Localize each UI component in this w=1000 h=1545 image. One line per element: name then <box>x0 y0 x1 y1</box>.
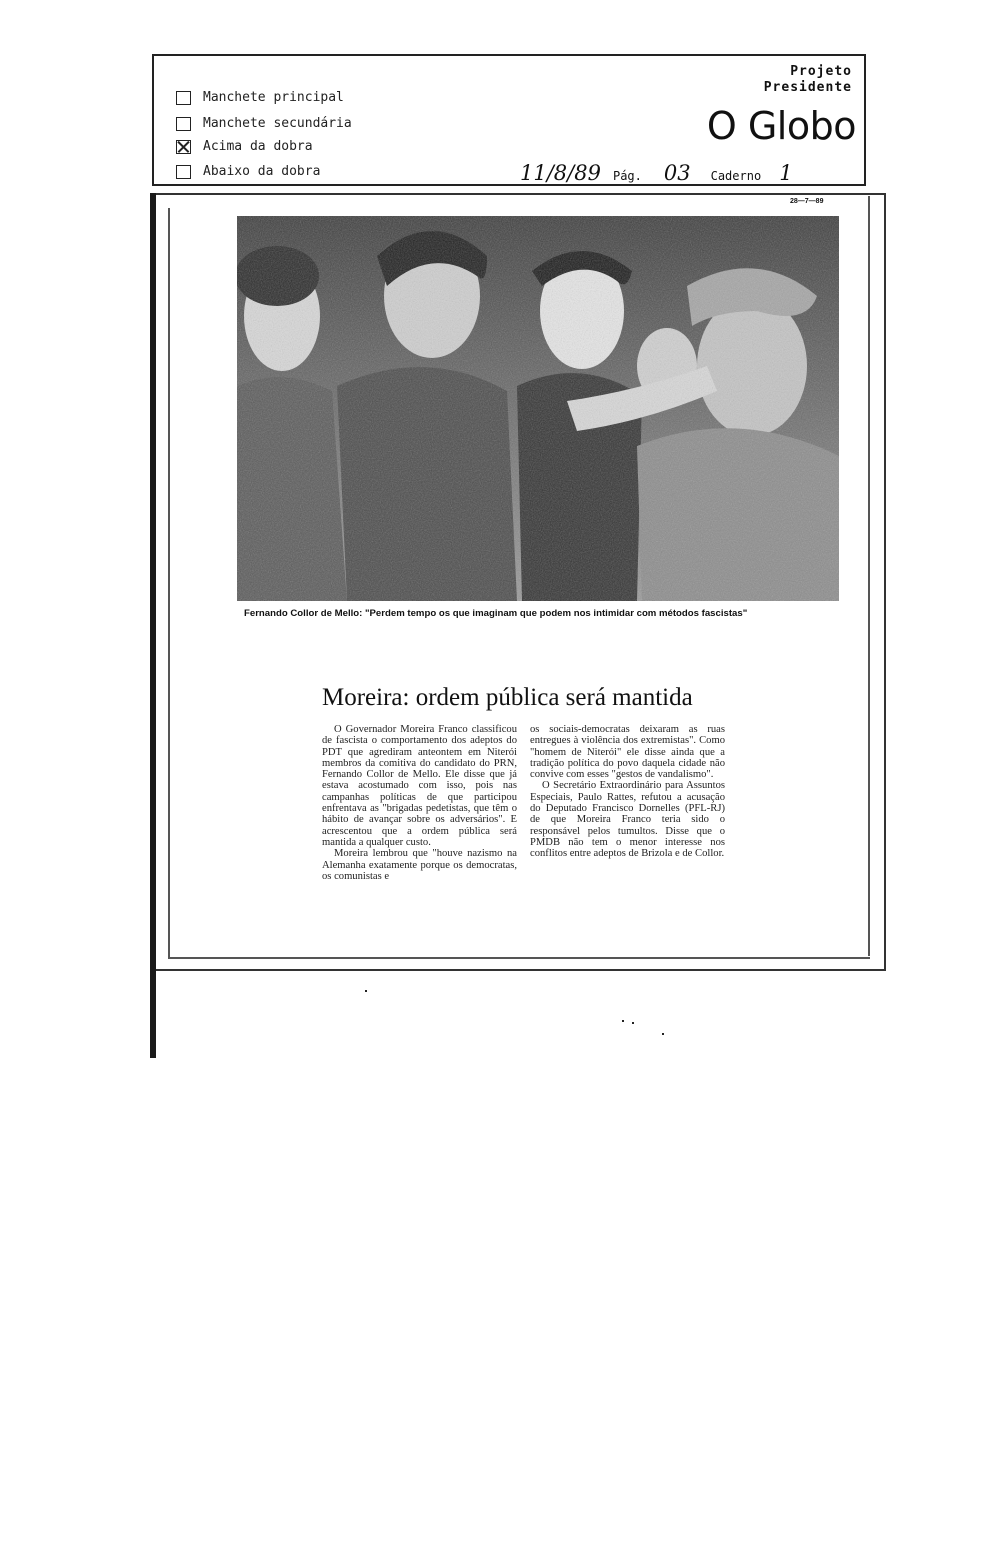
checkbox-label: Abaixo da dobra <box>203 164 321 179</box>
checkbox-row-abaixo-da-dobra[interactable] <box>176 164 320 179</box>
checkbox-row-acima-da-dobra[interactable] <box>176 139 313 154</box>
section-label: Caderno <box>710 169 762 183</box>
project-line-2: Presidente <box>763 80 852 95</box>
clipping-border-left <box>168 208 170 958</box>
clipping-border-right <box>868 196 870 956</box>
article-headline: Moreira: ordem pública será mantida <box>322 684 693 711</box>
project-title <box>764 64 852 96</box>
clipping-meta-row <box>514 162 853 185</box>
scan-speck <box>365 990 367 992</box>
checkbox-manchete-principal[interactable] <box>176 91 191 105</box>
checkbox-row-manchete-principal[interactable] <box>176 90 344 105</box>
scan-speck <box>662 1033 664 1035</box>
checkbox-label: Manchete secundária <box>203 116 352 131</box>
clipping-border-bottom <box>168 957 870 959</box>
article-paragraph: O Secretário Extraordinário para Assuntos Especiais, Paulo Rattes, refutou a acusação do Deputado Francisco Dornelles (PFL-RJ) de que Moreira Franco teria sido o responsável pelos tumultos. Disse que o PMDB não tem o menor interesse nos conflitos entre adeptos de Brizola e de Collor. <box>530 780 725 860</box>
scan-edge-bar <box>150 193 156 1058</box>
page-label: Pág. <box>612 169 642 183</box>
article-paragraph: Moreira lembrou que "houve nazismo na Alemanha exatamente porque os democratas, os comunistas e <box>322 848 517 882</box>
scan-speck <box>632 1022 634 1024</box>
article-column-2 <box>530 724 725 860</box>
article-paragraph: O Governador Moreira Franco classificou de fascista o comportamento dos adeptos do PDT que agrediram anteontem em Niterói membros da comitiva do candidato do PRN, Fernando Collor de Mello. Ele disse que já estava acostumado com isso, pois nas campanhas políticas de que participou enfrentava as "brigadas pedetistas, que têm o hábito de avançar sobre os adversários". E acrescentou que a ordem pública será mantida a qualquer custo. <box>322 724 517 848</box>
clipping-form-header <box>152 54 866 186</box>
photo-crowd-image <box>237 216 839 601</box>
scan-speck <box>622 1020 624 1022</box>
checkbox-row-manchete-secundaria[interactable] <box>176 116 352 131</box>
newspaper-name: O Globo <box>706 104 856 148</box>
project-line-1: Projeto <box>790 64 852 79</box>
checkbox-manchete-secundaria[interactable] <box>176 117 191 131</box>
checkbox-abaixo-da-dobra[interactable] <box>176 165 191 179</box>
article-column-1 <box>322 724 517 882</box>
news-photo <box>237 216 839 601</box>
checkbox-label: Acima da dobra <box>203 139 313 154</box>
article-paragraph: os sociais-democratas deixaram as ruas entregues à violência dos extremistas". Como "homem de Niterói" ele disse ainda que a tradição política do povo daquela cidade não convive com esses "gestos de vandalismo". <box>530 724 725 781</box>
photo-caption: Fernando Collor de Mello: "Perdem tempo os que imaginam que podem nos intimidar com métodos fascistas" <box>244 608 748 619</box>
checkbox-acima-da-dobra[interactable] <box>176 140 191 154</box>
checkbox-label: Manchete principal <box>203 90 344 105</box>
date-field[interactable]: 11/8/89 <box>514 162 607 185</box>
clipping-stamp-date: 28—7—89 <box>790 198 824 205</box>
page-field[interactable]: 03 <box>650 162 705 185</box>
section-field[interactable]: 1 <box>769 162 853 185</box>
